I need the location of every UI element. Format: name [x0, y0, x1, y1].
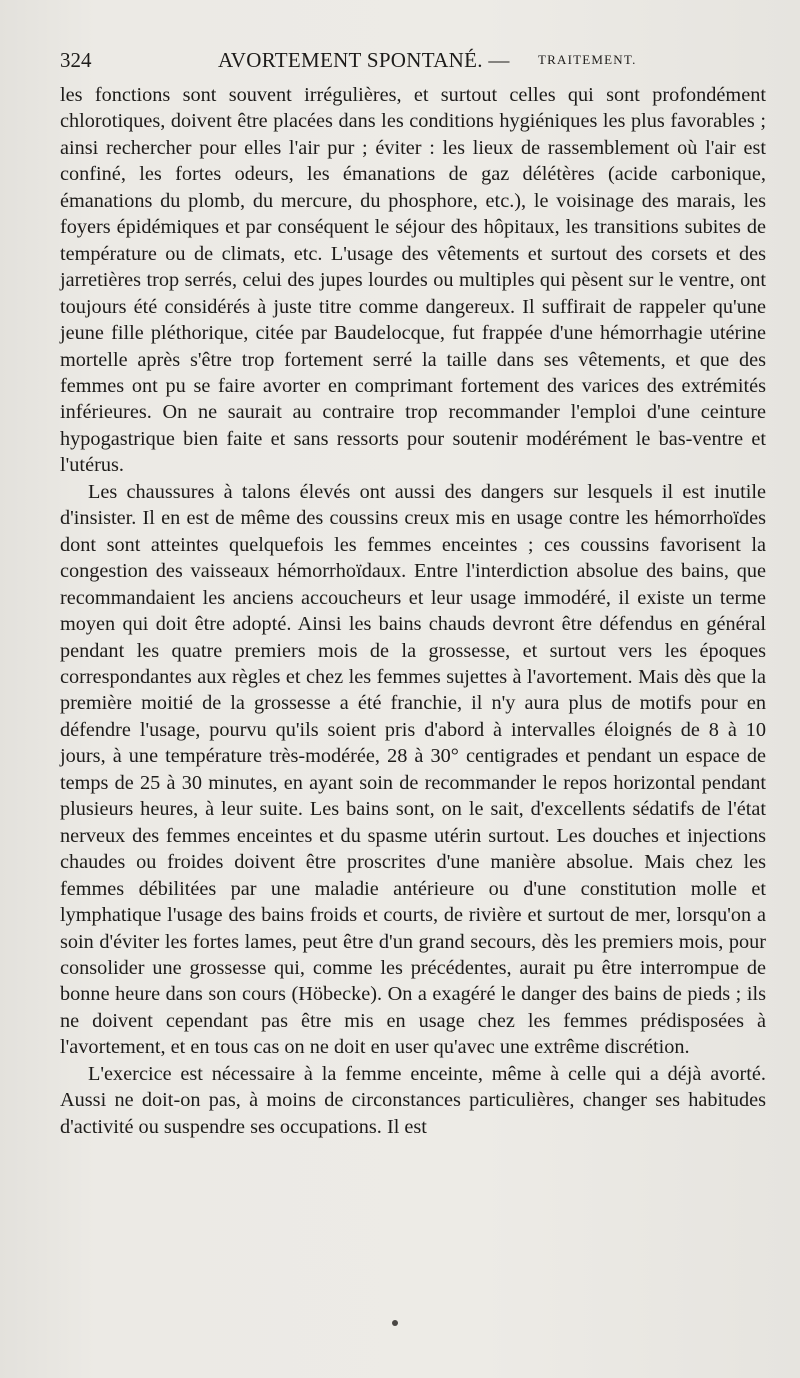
running-title [218, 44, 510, 76]
paragraph-exercice: L'exercice est nécessaire à la femme enceinte, même à celle qui a déjà avorté. Aussi ne doit-on pas, à moins de circonstances particulières, changer ses habitudes d'activité ou suspendre ses occupations. Il est [60, 1062, 766, 1138]
title-separator: — [488, 48, 510, 72]
running-subtitle: TRAITEMENT. [538, 52, 637, 67]
page-number: 324 [60, 48, 92, 72]
paragraph-continuation: les fonctions sont souvent irrégulières, et surtout celles qui sont profondément chlorotiques, doivent être placées dans les conditions hygiéniques les plus favorables ; ainsi rechercher pour elles l'air pur ; éviter : les lieux de rassemblement où l'air est confiné, les fortes odeurs, les émanations de gaz délétères (acide carbonique, émanations du plomb, du mercure, du phosphore, etc.), le voisinage des marais, les foyers épidémiques et par conséquent le séjour des hôpitaux, les transitions subites de température ou de climats, etc. L'usage des vêtements et surtout des corsets et des jarretières trop serrés, celui des jupes lourdes ou multiples qui pèsent sur le ventre, ont toujours été considérés à juste titre comme dangereux. Il suffirait de rappeler qu'une jeune fille pléthorique, citée par Baudelocque, fut frappée d'une hémorrhagie utérine mortelle après s'être trop fortement serré la taille dans ses vêtements, et que des femmes ont pu se faire avorter en comprimant fortement des varices des extrémités inférieures. On ne saurait au contraire trop recommander l'emploi d'une ceinture hypogastrique bien faite et sans ressorts pour soutenir modérément le bas-ventre et l'utérus. [60, 84, 766, 477]
body-text [60, 82, 766, 1140]
running-title-main: AVORTEMENT SPONTANÉ. [218, 48, 483, 72]
running-header [60, 44, 766, 76]
paragraph-chaussures: Les chaussures à talons élevés ont aussi des dangers sur lesquels il est inutile d'insister. Il en est de même des coussins creux mis en usage contre les hémorrhoïdes dont sont atteintes quelquefois les femmes enceintes ; ces coussins favorisent la congestion des vaisseaux hémorrhoïdaux. Entre l'interdiction absolue des bains, que recommandaient les anciens accoucheurs et leur usage immodéré, il existe un terme moyen qui doit être adopté. Ainsi les bains chauds devront être défendus en général pendant les quatre premiers mois de la grossesse, et surtout vers les époques correspondantes aux règles et chez les femmes sujettes à l'avortement. Mais dès que la première moitié de la grossesse a été franchie, il n'y aura plus de motifs pour en défendre l'usage, pourvu qu'ils soient pris d'abord à intervalles éloignés de 8 à 10 jours, à une température très-modérée, 28 à 30° centigrades et pendant un espace de temps de 25 à 30 minutes, en ayant soin de recommander le repos horizontal pendant plusieurs heures, à leur suite. Les bains sont, on le sait, d'excellents sédatifs de l'état nerveux des femmes enceintes et du spasme utérin surtout. Les douches et injections chaudes ou froides doivent être proscrites d'une manière absolue. Mais chez les femmes débilitées par une maladie antérieure ou d'une constitution molle et lymphatique l'usage des bains froids et courts, de rivière et surtout de mer, lorsqu'on a soin d'éviter les fortes lames, peut être d'un grand secours, dès les premiers mois, pour consolider une grossesse qui, comme les précédentes, aurait pu être interrompue de bonne heure dans son cours (Höbecke). On a exagéré le danger des bains de pieds ; ils ne doivent cependant pas être mis en usage chez les femmes prédisposées à l'avortement, et en tous cas on ne doit en user qu'avec une extrême discrétion. [60, 480, 766, 1059]
ink-speck [392, 1320, 398, 1326]
